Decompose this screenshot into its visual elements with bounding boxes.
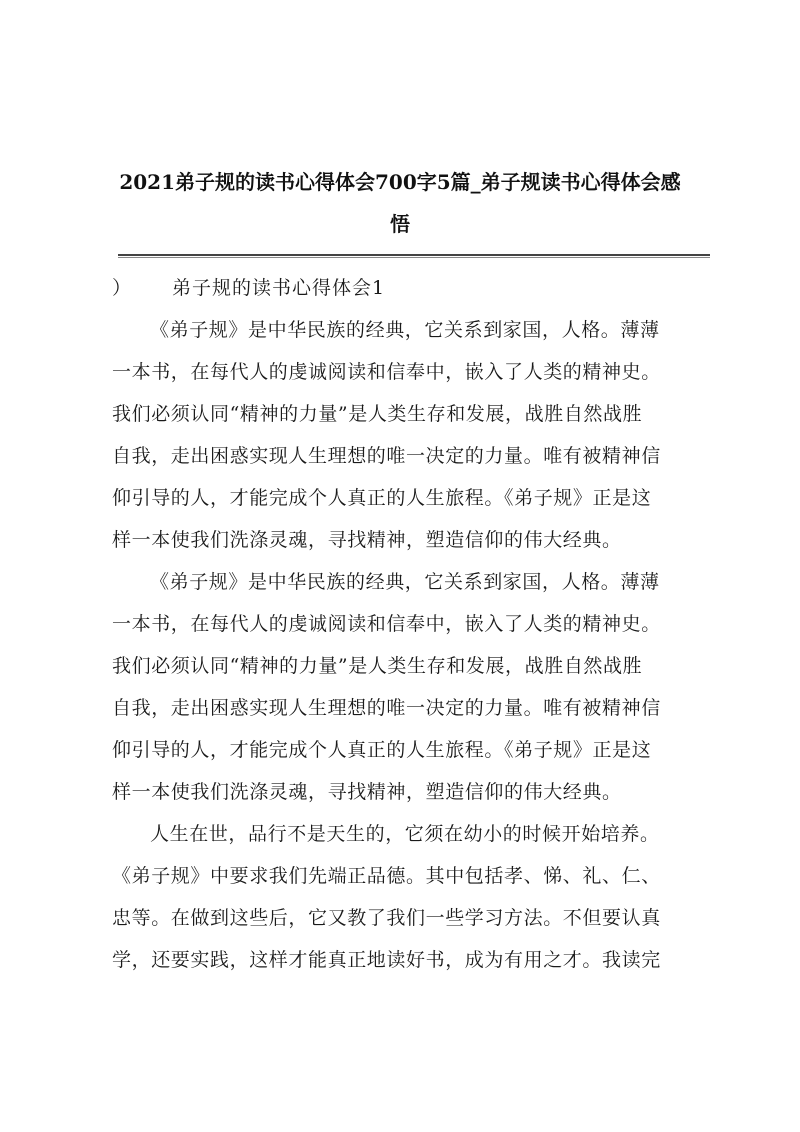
paragraph-2-line: 仰引导的人，才能完成个人真正的人生旅程。《弟子规》正是这 xyxy=(112,739,652,761)
paragraph-2-line: 样一本使我们洗涤灵魂，寻找精神，塑造信仰的伟大经典。 xyxy=(112,781,622,803)
paragraph-2-line: 一本书，在每代人的虔诚阅读和信奉中，嵌入了人类的精神史。 xyxy=(112,613,661,635)
paragraph-3-line: 《弟子规》中要求我们先端正品德。其中包括孝、悌、礼、仁、 xyxy=(112,865,661,887)
paragraph-2-line: 《弟子规》是中华民族的经典，它关系到家国，人格。薄薄 xyxy=(150,571,660,593)
paragraph-1-line: 仰引导的人，才能完成个人真正的人生旅程。《弟子规》正是这 xyxy=(112,487,652,509)
paragraph-1-line: 我们必须认同“精神的力量”是人类生存和发展，战胜自然战胜 xyxy=(112,403,643,425)
paragraph-3-line: 学，还要实践，这样才能真正地读好书，成为有用之才。我读完 xyxy=(112,949,661,971)
paragraph-1-line: 样一本使我们洗涤灵魂，寻找精神，塑造信仰的伟大经典。 xyxy=(112,529,622,551)
paragraph-2-line: 我们必须认同“精神的力量”是人类生存和发展，战胜自然战胜 xyxy=(112,655,643,677)
heading-mark: ） xyxy=(112,277,132,299)
paragraph-1-line: 自我，走出困惑实现人生理想的唯一决定的力量。唯有被精神信 xyxy=(112,445,661,467)
document-title-line-1: 2021弟子规的读书心得体会700字5篇_弟子规读书心得体会感 xyxy=(119,170,681,194)
paragraph-3-line: 忠等。在做到这些后，它又教了我们一些学习方法。不但要认真 xyxy=(112,907,661,929)
section-heading: 弟子规的读书心得体会1 xyxy=(172,277,386,299)
document-title-line-2: 悟 xyxy=(390,212,410,236)
paragraph-1-line: 《弟子规》是中华民族的经典，它关系到家国，人格。薄薄 xyxy=(150,319,660,341)
paragraph-1-line: 一本书，在每代人的虔诚阅读和信奉中，嵌入了人类的精神史。 xyxy=(112,361,661,383)
title-divider xyxy=(118,254,710,258)
paragraph-3-line: 人生在世，品行不是天生的，它须在幼小的时候开始培养。 xyxy=(150,823,660,845)
paragraph-2-line: 自我，走出困惑实现人生理想的唯一决定的力量。唯有被精神信 xyxy=(112,697,661,719)
